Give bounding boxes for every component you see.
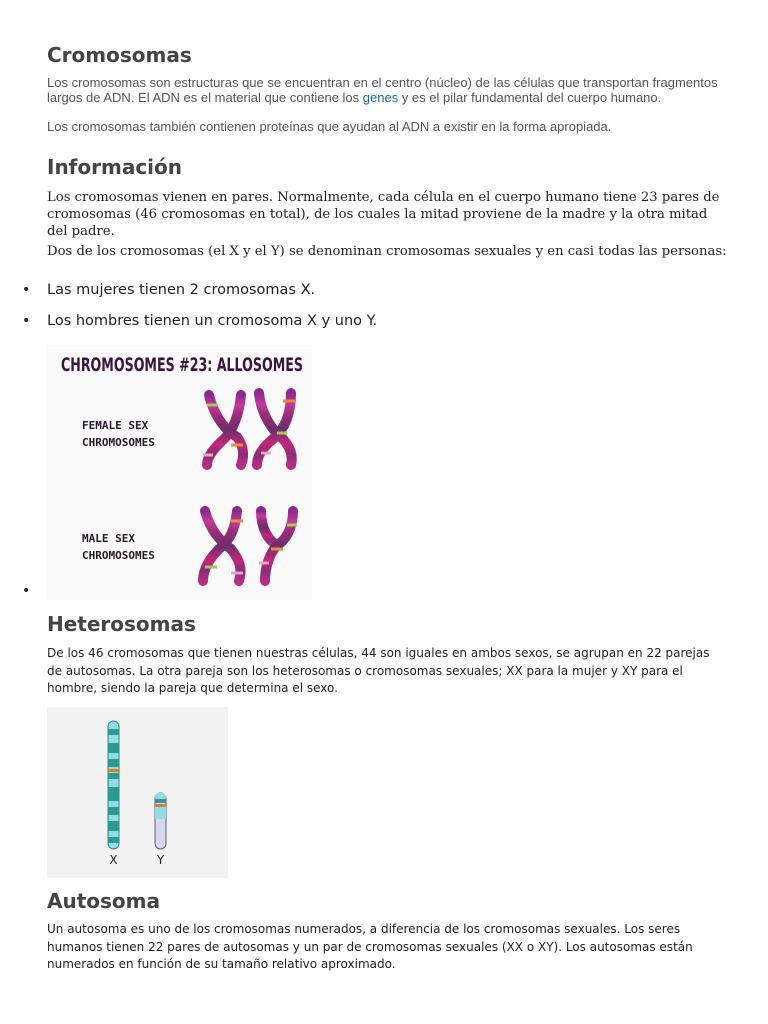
genes-link[interactable]: genes: [362, 89, 399, 105]
heading-cromosomas: Cromosomas: [47, 43, 192, 67]
bullet-icon: •: [22, 313, 31, 329]
heading-informacion: Información: [47, 155, 183, 179]
bullet-icon: •: [22, 583, 31, 599]
list-item-text: Los hombres tienen un cromosoma X y uno Y.: [47, 313, 378, 329]
paragraph-sex-chromosomes: Dos de los cromosomas (el X y el Y) se denominan cromosomas sexuales y en casi todas las personas:: [47, 244, 727, 259]
list-item-text: Las mujeres tienen 2 cromosomas X.: [47, 282, 316, 298]
paragraph-autosoma: Un autosoma es uno de los cromosomas numerados, a diferencia de los cromosomas sexuales. Los seres humanos tienen 22 pares de autosomas y un par de cromosomas sexuales (XX o XY). Los autosomas están numerados en función de su tamaño relativo aproximado.: [47, 922, 693, 972]
paragraph-intro: [47, 76, 727, 105]
x-chromosome: [108, 721, 119, 849]
allosomes-figure: [47, 345, 312, 600]
paragraph-heterosomas: De los 46 cromosomas que tienen nuestras células, 44 son iguales en ambos sexos, se agrupan en 22 parejas de autosomas. La otra pareja son los heterosomas o cromosomas sexuales; XX para la mujer y XY para el hombre, siendo la pareja que determina el sexo.: [47, 646, 710, 696]
intro-text-after: y es el pilar fundamental del cuerpo humano.: [398, 89, 662, 105]
heading-autosoma: Autosoma: [47, 889, 160, 913]
allosomes-title: CHROMOSOMES #23: ALLOSOMES: [61, 355, 303, 376]
paragraph-pairs: Los cromosomas vienen en pares. Normalmente, cada célula en el cuerpo humano tiene 23 pares de cromosomas (46 cromosomas en total), de los cuales la mitad proviene de la madre y la otra mitad del padre.: [47, 190, 720, 239]
y-chromosome: [155, 793, 166, 849]
xy-chromosome-figure: [47, 707, 228, 878]
male-label-line2: CHROMOSOMES: [82, 549, 155, 562]
bullet-icon: •: [22, 282, 31, 298]
male-label-line1: MALE SEX: [82, 532, 135, 545]
heading-heterosomas: Heterosomas: [47, 612, 196, 636]
y-label: Y: [156, 853, 165, 867]
paragraph-proteins: Los cromosomas también contienen proteínas que ayudan al ADN a existir en la forma apropiada.: [47, 119, 612, 134]
x-label: X: [109, 853, 118, 867]
female-label-line1: FEMALE SEX: [82, 419, 149, 432]
female-label-line2: CHROMOSOMES: [82, 436, 155, 449]
intro-text-before: Los cromosomas son estructuras que se encuentran en el centro (núcleo) de las células que transportan fragmentos largos de ADN. El ADN es el material que contiene los: [47, 75, 718, 105]
